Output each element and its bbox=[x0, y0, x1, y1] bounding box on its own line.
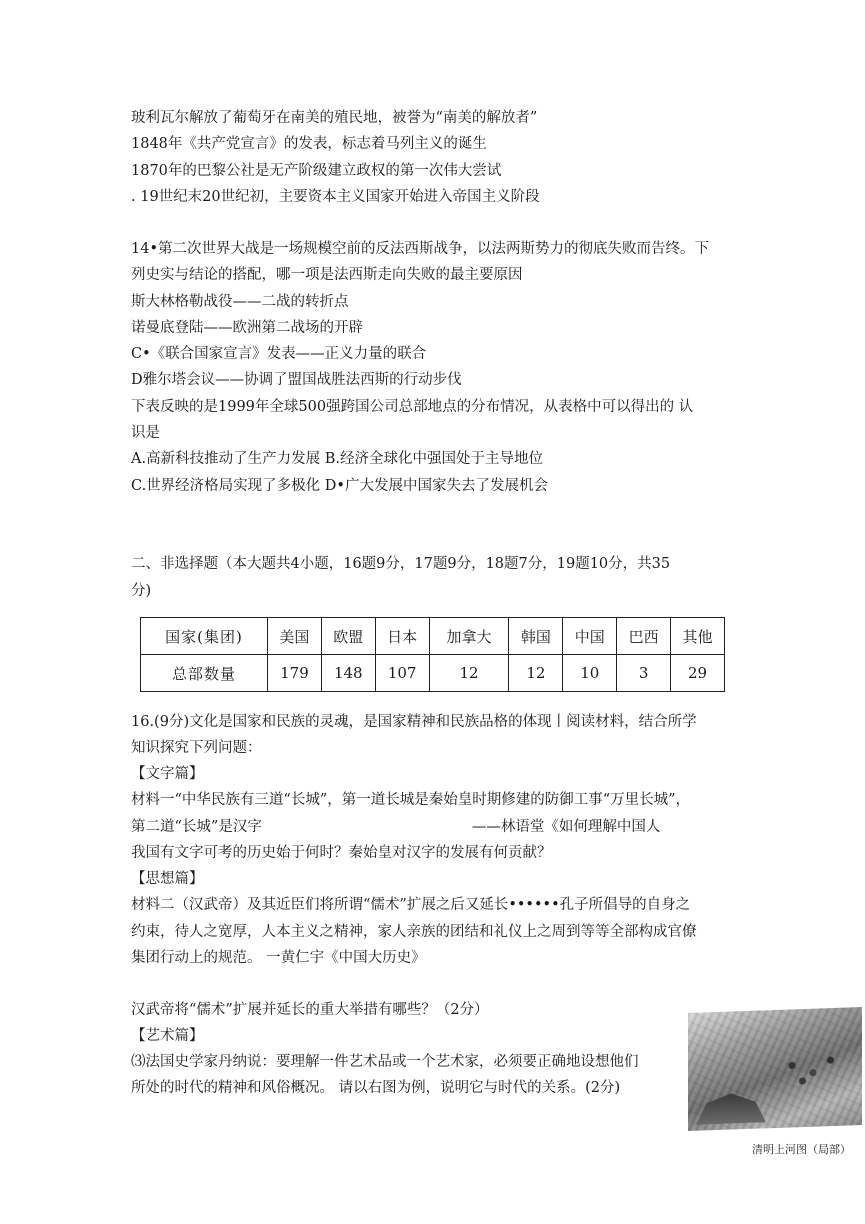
painting-image bbox=[688, 1007, 862, 1131]
heading-yishu: 【艺术篇】 bbox=[131, 1028, 204, 1044]
material-1: 材料一“中华民族有三道“长城”，第一道长城是秦始皇时期修建的防御工事“万里长城”， bbox=[131, 792, 691, 808]
text-line: 1870年的巴黎公社是无产阶级建立政权的第一次伟大尝试 bbox=[131, 163, 502, 179]
table-cell: 148 bbox=[321, 655, 375, 692]
table-column-header: 加拿大 bbox=[429, 618, 509, 655]
question-14-stem: 列史实与结论的搭配，哪一项是法西斯走向失败的最主要原因 bbox=[131, 267, 523, 283]
section-heading: 二、非选择题（本大题共4小题，16题9分，17题9分，18题7分，19题10分，共35 bbox=[131, 556, 671, 572]
table-column-header: 欧盟 bbox=[321, 618, 375, 655]
material-1 bbox=[131, 817, 660, 837]
text-line: . 19世纪末20世纪初，主要资本主义国家开始进入帝国主义阶段 bbox=[131, 189, 540, 205]
option-d: D雅尔塔会议——协调了盟国战胜法西斯的行动步伐 bbox=[131, 372, 462, 388]
question-14-stem: 14•第二次世界大战是一场规模空前的反法西斯战争，以法两斯势力的彻底失败而告终。下 bbox=[131, 241, 709, 257]
table-cell: 12 bbox=[509, 655, 563, 692]
table-cell: 107 bbox=[375, 655, 429, 692]
material-2-source: 集团行动上的规范。 一黄仁宇《中国大历史》 bbox=[131, 950, 426, 966]
figure-caption: 清明上河图（局部） bbox=[752, 1143, 851, 1156]
question-16-stem: 知识探究下列问题： bbox=[131, 740, 262, 756]
painting-roof-shape bbox=[696, 1092, 766, 1124]
table-column-header: 中国 bbox=[563, 618, 617, 655]
hq-table bbox=[140, 617, 725, 692]
question-15-stem: 下表反映的是1999年全球500强跨国公司总部地点的分布情况，从表格中可以得出的 认 bbox=[131, 399, 694, 415]
table-header-cell: 国家(集团) bbox=[141, 618, 268, 655]
table-column-header: 韩国 bbox=[509, 618, 563, 655]
material-2: 材料二（汉武帝）及其近臣们将所谓“儒术”扩展之后又延长••••••孔子所倡导的自身之 bbox=[131, 897, 691, 913]
question-15-stem: 识是 bbox=[131, 425, 160, 441]
sub-question-3: 所处的时代的精神和风俗概况。 请以右图为例，说明它与时代的关系。(2分) bbox=[131, 1080, 621, 1096]
heading-wenzi: 【文字篇】 bbox=[131, 766, 204, 782]
text-line: 1848年《共产党宣言》的发表，标志着马列主义的诞生 bbox=[131, 136, 487, 152]
table-column-header: 巴西 bbox=[617, 618, 671, 655]
text-line: 玻利瓦尔解放了葡萄牙在南美的殖民地，被誉为“南美的解放者” bbox=[131, 110, 538, 126]
table-cell: 12 bbox=[429, 655, 509, 692]
options-cd: C.世界经济格局实现了多极化 D•广大发展中国家失去了发展机会 bbox=[131, 478, 548, 494]
option-b: 诺曼底登陆——欧洲第二战场的开辟 bbox=[131, 320, 363, 336]
options-ab: A.高新科技推动了生产力发展 B.经济全球化中强国处于主导地位 bbox=[131, 451, 543, 467]
sub-question-3: ⑶法国史学家丹纳说：要理解一件艺术品或一个艺术家，必须要正确地设想他们 bbox=[131, 1054, 639, 1070]
question-16-stem: 16.(9分)文化是国家和民族的灵魂，是国家精神和民族品格的体现丨阅读材料，结合所学 bbox=[131, 714, 697, 730]
option-a: 斯大林格勒战役——二战的转折点 bbox=[131, 294, 349, 310]
table-header-cell: 总部数量 bbox=[141, 655, 268, 692]
table-column-header: 其他 bbox=[671, 618, 725, 655]
sub-question-2: 汉武帝将“儒术”扩展并延长的重大举措有哪些？（2分） bbox=[131, 1002, 489, 1018]
option-c: C•《联合国家宣言》发表——正义力量的联合 bbox=[131, 346, 427, 362]
material-1-source: ——林语堂《如何理解中国人 bbox=[471, 819, 661, 835]
material-1-text: 第二道“长城”是汉字 bbox=[131, 819, 262, 835]
table-column-header: 美国 bbox=[268, 618, 322, 655]
table-cell: 29 bbox=[671, 655, 725, 692]
sub-question-1: 我国有文字可考的历史始于何时？秦始皇对汉字的发展有何贡献？ bbox=[131, 845, 552, 861]
material-2: 约束，待人之宽厚，人本主义之精神，家人亲族的团结和礼仪上之周到等等全部构成官僚 bbox=[131, 924, 697, 940]
painting-crowd-shape bbox=[778, 1047, 848, 1089]
table-cell: 3 bbox=[617, 655, 671, 692]
table-row bbox=[141, 655, 725, 692]
table-row bbox=[141, 618, 725, 655]
heading-sixiang: 【思想篇】 bbox=[131, 871, 204, 887]
table-cell: 10 bbox=[563, 655, 617, 692]
section-heading: 分) bbox=[131, 583, 152, 599]
table-column-header: 日本 bbox=[375, 618, 429, 655]
table-cell: 179 bbox=[268, 655, 322, 692]
